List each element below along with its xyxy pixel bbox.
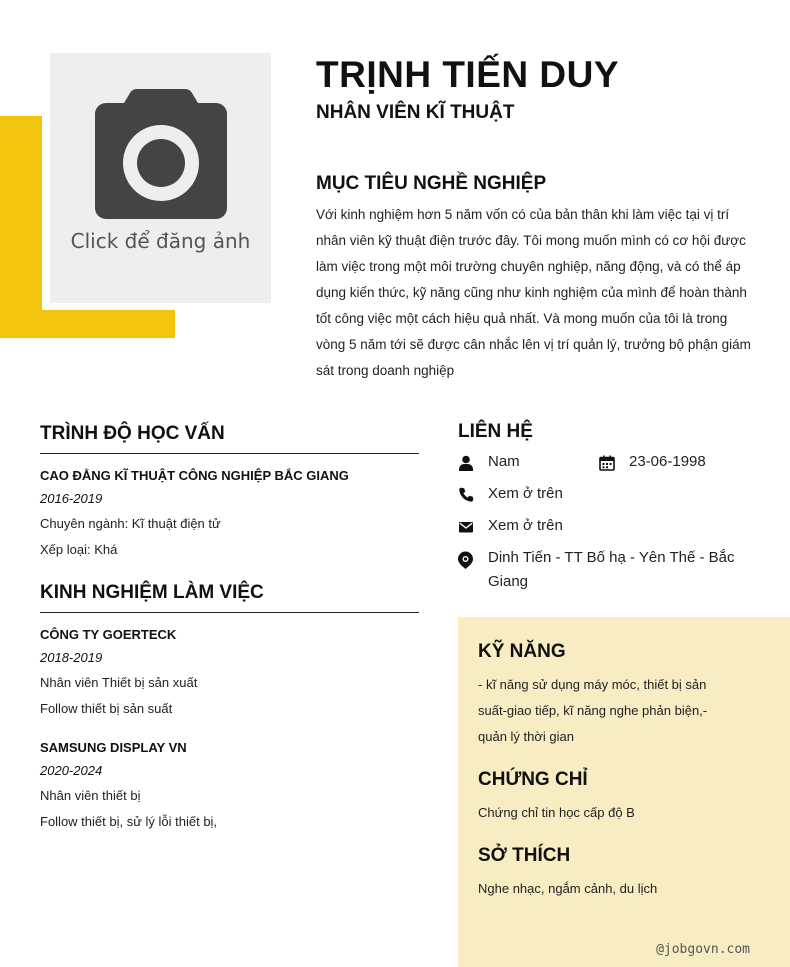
objective-text: Với kinh nghiệm hơn 5 năm vốn có của bản thân khi làm việc tại vị trí nhân viên kỹ thuật điện trước đây. Tôi mong muốn mình có cơ hội được làm việc trong một môi trường chuyên nghiệp, năng động, và có thể áp dụng kiến thức, kỹ năng cũng như kinh nghiệm của mình để hoàn thành tốt công việc một cách hiệu quả nhất. Và mong muốn của tôi là trong vòng 5 năm tới sẽ được cân nhắc lên vị trí quản lý, trưởng bộ phận giám sát trong doanh nghiệp bbox=[316, 207, 751, 378]
skills-text: - kĩ năng sử dụng máy móc, thiết bị sản suất-giao tiếp, kĩ năng nghe phản biện,- quản lý thời gian bbox=[478, 677, 708, 744]
job-company: CÔNG TY GOERTECK bbox=[40, 627, 177, 642]
contact-heading: LIÊN HỆ bbox=[458, 421, 533, 442]
job-task: Follow thiết bị, sử lý lỗi thiết bị, bbox=[40, 814, 218, 829]
contact-birthday: 23-06-1998 bbox=[629, 453, 706, 470]
watermark: @jobgovn.com bbox=[656, 942, 750, 957]
job-period: 2020-2024 bbox=[40, 763, 103, 778]
certificates-heading: CHỨNG CHỈ bbox=[478, 769, 588, 790]
education-major: Chuyên ngành: Kĩ thuật điện tử bbox=[40, 516, 221, 531]
job-role: Nhân viên thiết bị bbox=[40, 788, 141, 803]
phone-icon bbox=[458, 487, 474, 503]
education-school: CAO ĐẲNG KĨ THUẬT CÔNG NGHIỆP BẮC GIANG bbox=[40, 468, 349, 483]
location-icon bbox=[457, 551, 474, 569]
job-title: NHÂN VIÊN KĨ THUẬT bbox=[316, 102, 515, 123]
job-role: Nhân viên Thiết bị sản xuất bbox=[40, 675, 198, 690]
certificates-text: Chứng chỉ tin học cấp độ B bbox=[478, 805, 635, 820]
skills-heading: KỸ NĂNG bbox=[478, 641, 566, 662]
candidate-name: TRỊNH TIẾN DUY bbox=[316, 54, 619, 95]
job-period: 2018-2019 bbox=[40, 650, 103, 665]
camera-icon bbox=[95, 89, 227, 219]
contact-email[interactable]: Xem ở trên bbox=[488, 517, 563, 534]
photo-upload[interactable] bbox=[50, 53, 271, 303]
decorative-yellow-bar-horizontal bbox=[0, 310, 175, 338]
job-task: Follow thiết bị sản suất bbox=[40, 701, 173, 716]
contact-gender: Nam bbox=[488, 453, 520, 470]
contact-phone[interactable]: Xem ở trên bbox=[488, 485, 563, 502]
experience-heading: KINH NGHIỆM LÀM VIỆC bbox=[40, 582, 419, 613]
skills-panel bbox=[458, 617, 790, 967]
education-heading: TRÌNH ĐỘ HỌC VẤN bbox=[40, 423, 419, 454]
email-icon bbox=[458, 519, 474, 535]
job-company: SAMSUNG DISPLAY VN bbox=[40, 740, 187, 755]
decorative-yellow-bar-vertical bbox=[0, 116, 42, 338]
hobbies-heading: SỞ THÍCH bbox=[478, 845, 571, 866]
objective-heading: MỤC TIÊU NGHỀ NGHIỆP bbox=[316, 173, 547, 194]
education-period: 2016-2019 bbox=[40, 491, 103, 506]
calendar-icon bbox=[599, 455, 615, 471]
education-grade: Xếp loại: Khá bbox=[40, 542, 118, 557]
person-icon bbox=[458, 455, 474, 471]
photo-upload-label: Click để đăng ảnh bbox=[70, 229, 251, 253]
contact-address: Dinh Tiến - TT Bố hạ - Yên Thế - Bắc Giang bbox=[488, 549, 735, 590]
hobbies-text: Nghe nhạc, ngắm cảnh, du lịch bbox=[478, 881, 658, 896]
